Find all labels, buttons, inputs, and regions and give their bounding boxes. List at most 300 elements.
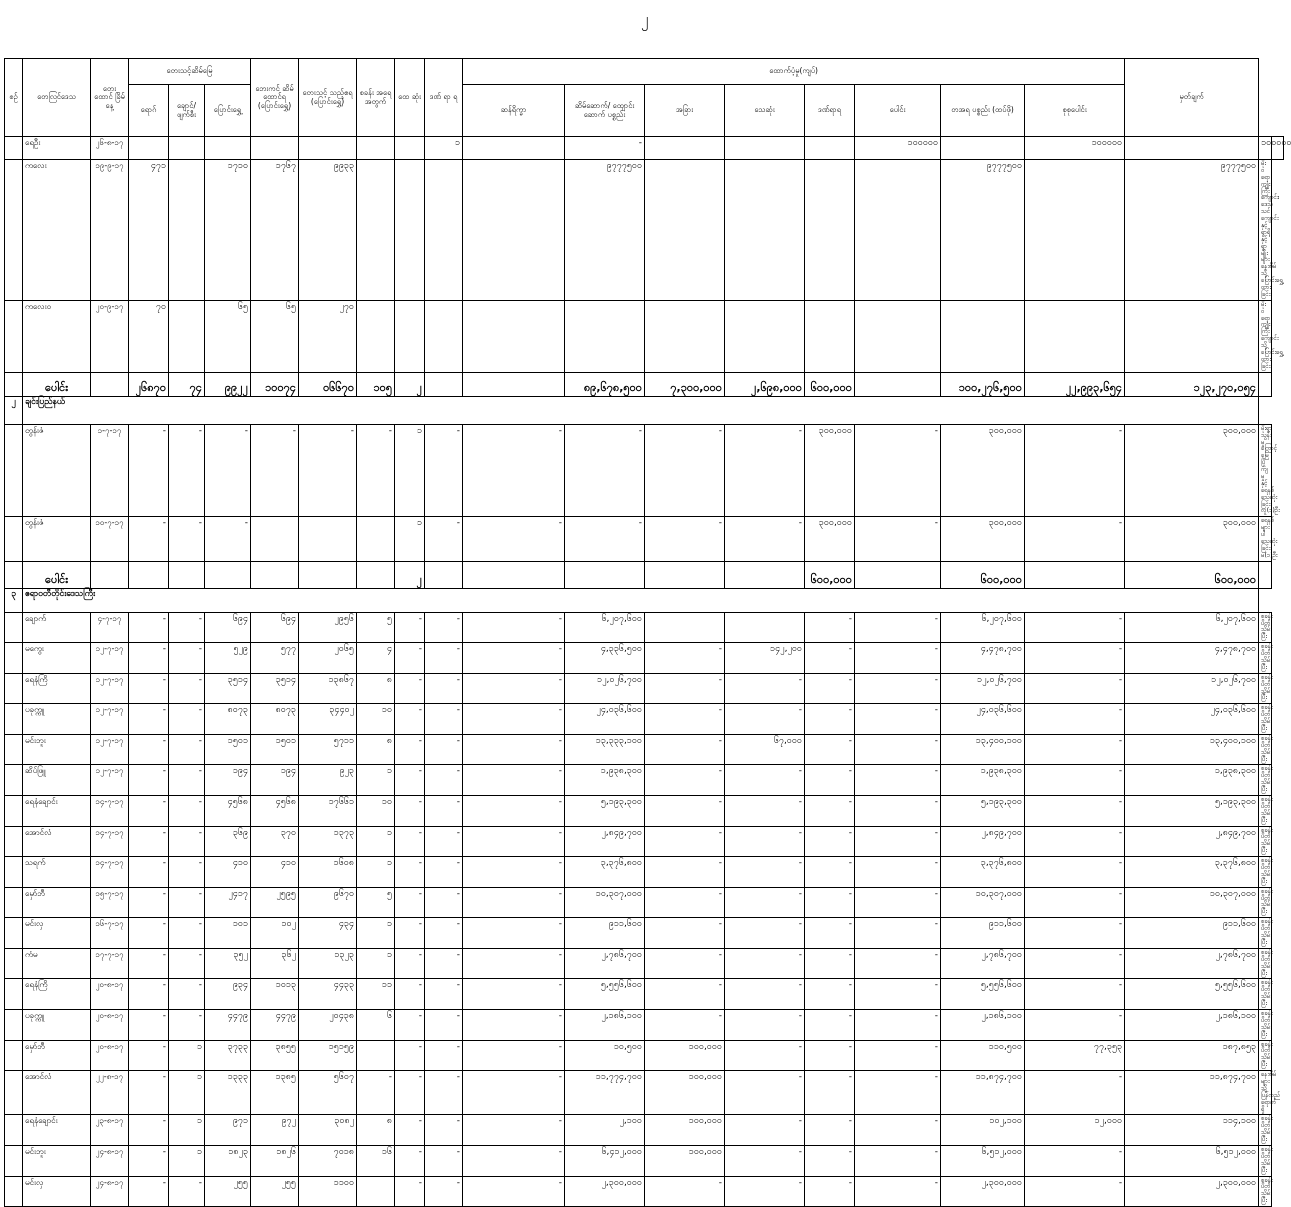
value-cell: ၆၀၀,၀၀၀ [941, 561, 1025, 588]
value-cell: - [805, 1009, 855, 1040]
serial-cell [5, 137, 23, 160]
place-cell: ရေနံကြိ [23, 673, 91, 704]
place-cell: မင်းလှ [23, 1176, 91, 1207]
header-place: တေလြင်ဒေသ [23, 59, 91, 137]
value-cell: ၁၈၇,၈၅၃ [1125, 1040, 1259, 1071]
value-cell: ၅၂၉ [205, 643, 251, 674]
value-cell: - [855, 612, 941, 643]
remark-cell [1259, 561, 1271, 588]
value-cell: - [725, 1145, 805, 1176]
value-cell: - [645, 1009, 725, 1040]
value-cell: - [805, 1040, 855, 1071]
date-cell: ၁၂-၇-၁၇ [91, 765, 129, 796]
value-cell: ၁၃၇၃ [299, 826, 357, 857]
value-cell: ၂၅၅ [205, 1176, 251, 1207]
value-cell: - [855, 796, 941, 827]
date-cell: ၄-၇-၁၇ [91, 612, 129, 643]
value-cell: ၁၁,၈၇၄,၇၀၀ [1125, 1071, 1259, 1115]
value-cell: - [395, 734, 425, 765]
serial-cell [5, 918, 23, 949]
value-cell: - [425, 1145, 463, 1176]
value-cell: - [855, 643, 941, 674]
value-cell: - [463, 887, 565, 918]
remark-cell: စခန်းပိတ်သိမ်းပြီး [1259, 673, 1271, 704]
place-cell: ရေနံချောင်း [23, 796, 91, 827]
value-cell: - [463, 979, 565, 1010]
value-cell [645, 137, 725, 160]
value-cell: ၃၀၀,၀၀၀ [1125, 424, 1259, 517]
value-cell [855, 300, 941, 372]
value-cell: - [1025, 918, 1125, 949]
value-cell: ၁၇၆၆၁ [299, 796, 357, 827]
value-cell: ၂၀၄၃၈ [299, 1009, 357, 1040]
value-cell: - [129, 1071, 169, 1115]
value-cell: - [725, 424, 805, 517]
value-cell: ၁၀၁၃ [251, 979, 299, 1010]
value-cell: - [463, 612, 565, 643]
value-cell: - [725, 517, 805, 561]
table-row [5, 765, 1284, 796]
value-cell: ၅,၁၉၃,၃၀၀ [565, 796, 645, 827]
value-cell: - [169, 918, 205, 949]
value-cell: - [805, 948, 855, 979]
value-cell: ၃၄၄၀၂ [299, 704, 357, 735]
value-cell: - [725, 857, 805, 888]
header-support-sub: အခြား [645, 85, 725, 137]
date-cell: ၁၂-၇-၁၇ [91, 643, 129, 674]
value-cell: ၆၉၄ [205, 612, 251, 643]
value-cell: - [855, 857, 941, 888]
value-cell: ၈ [357, 673, 395, 704]
value-cell: - [357, 1071, 395, 1115]
value-cell [805, 160, 855, 301]
value-cell: - [395, 918, 425, 949]
value-cell [805, 137, 855, 160]
date-cell [91, 372, 129, 396]
value-cell: - [1025, 1071, 1125, 1115]
value-cell [1025, 160, 1125, 301]
value-cell [855, 561, 941, 588]
value-cell: - [855, 517, 941, 561]
value-cell: - [805, 765, 855, 796]
value-cell: ၁၃၃၃ [205, 1071, 251, 1115]
date-cell: ၁၄-၇-၁၇ [91, 857, 129, 888]
value-cell: ၂ [395, 372, 425, 396]
value-cell: ၃၀၀,၀၀၀ [805, 424, 855, 517]
value-cell: - [425, 643, 463, 674]
value-cell: - [463, 734, 565, 765]
value-cell: - [169, 948, 205, 979]
serial-cell [5, 372, 23, 396]
value-cell: ၄ [357, 643, 395, 674]
value-cell [645, 612, 725, 643]
value-cell: - [395, 1115, 425, 1146]
value-cell: - [395, 1176, 425, 1207]
value-cell: - [395, 1071, 425, 1115]
value-cell: ၃၇၀ [251, 826, 299, 857]
value-cell: ၉၁၁,၆၀၀ [565, 918, 645, 949]
value-cell: - [129, 948, 169, 979]
value-cell: ၁၀,၃၀၇,၀၀၀ [941, 887, 1025, 918]
value-cell: ၃၅၁၄ [205, 673, 251, 704]
value-cell: ၁၀,၃၀၇,၀၀၀ [565, 887, 645, 918]
value-cell [251, 517, 299, 561]
header-serial: စဥ် [5, 59, 23, 137]
value-cell: ၅၇၁၁ [299, 734, 357, 765]
value-cell: - [395, 796, 425, 827]
value-cell: ၉၁၁,၆၀၀ [1125, 918, 1259, 949]
value-cell [463, 300, 565, 372]
value-cell: - [805, 704, 855, 735]
value-cell: ၁,၉၃၈,၃၀၀ [941, 765, 1025, 796]
value-cell [169, 300, 205, 372]
remark-cell: စခန်းပိတ်သိမ်းပြီး [1259, 704, 1271, 735]
value-cell: - [855, 1176, 941, 1207]
value-cell: - [169, 979, 205, 1010]
value-cell: ၁၁၀၀ [299, 1176, 357, 1207]
section-number: ၂ [5, 396, 23, 424]
value-cell: ၁၂,၀၂၆,၇၀၀ [941, 673, 1025, 704]
value-cell: ၇၇,၃၅၃ [1025, 1040, 1125, 1071]
value-cell: ၁၅၁၅၉ [299, 1040, 357, 1071]
value-cell: ၇၀၁၈ [299, 1145, 357, 1176]
value-cell [169, 137, 205, 160]
place-cell: ရေနံချောင်း [23, 1115, 91, 1146]
value-cell: - [855, 1115, 941, 1146]
value-cell [357, 300, 395, 372]
value-cell: ၂,၆၉၈,၀၀၀ [725, 372, 805, 396]
value-cell: - [725, 948, 805, 979]
serial-cell [5, 561, 23, 588]
value-cell: ၂,၇၈၆,၇၀၀ [1125, 948, 1259, 979]
value-cell: ၂ [395, 561, 425, 588]
value-cell: ၅ [357, 612, 395, 643]
value-cell: ၁၄၂,၂၀၀ [725, 643, 805, 674]
value-cell: - [1025, 979, 1125, 1010]
value-cell: - [805, 734, 855, 765]
value-cell: - [425, 979, 463, 1010]
value-cell: - [463, 673, 565, 704]
value-cell: ၂၄,၀၃၆,၆၀၀ [565, 704, 645, 735]
table-row [5, 160, 1284, 301]
header-support-sub: ဆိမ်ဆောက်/ ထျောင်းဆောက် ပစ္စည်း [565, 85, 645, 137]
value-cell: ၁၂,၀၂၆,၇၀၀ [565, 673, 645, 704]
value-cell: - [855, 1040, 941, 1071]
value-cell: ၉၇၂ [251, 1115, 299, 1146]
value-cell: - [1025, 673, 1125, 704]
value-cell: ၁၀,၃၀၇,၀၀၀ [1125, 887, 1259, 918]
value-cell: ၄၄၇၉ [251, 1009, 299, 1040]
header-support-group: ထောက်ပံ့မှု(ကျပ်) [463, 59, 1125, 85]
value-cell: - [645, 765, 725, 796]
value-cell [425, 372, 463, 396]
value-cell: - [205, 517, 251, 561]
value-cell: - [129, 887, 169, 918]
value-cell [299, 517, 357, 561]
value-cell: - [645, 796, 725, 827]
value-cell: - [129, 796, 169, 827]
value-cell: ၁၀ [357, 796, 395, 827]
value-cell: - [645, 673, 725, 704]
date-cell [91, 561, 129, 588]
remark-cell: စခန်းပိတ်သိမ်းပြီး [1259, 948, 1271, 979]
value-cell: - [169, 887, 205, 918]
value-cell: ၁၃,၄၀၀,၁၀၀ [941, 734, 1025, 765]
value-cell: ၁၂,၀၀၀ [1025, 1115, 1125, 1146]
remark-cell: စခန်းပိတ်သိမ်းပြီး [1259, 979, 1271, 1010]
value-cell: - [129, 1009, 169, 1040]
value-cell: ၂၅၅ [251, 1176, 299, 1207]
header-area-sub: ချောင်/ ဖျက်စီး [169, 85, 205, 137]
value-cell [169, 160, 205, 301]
value-cell: ၃၀၀,၀၀၀ [941, 517, 1025, 561]
value-cell [425, 300, 463, 372]
value-cell: ၁၉၄ [251, 765, 299, 796]
value-cell: - [1025, 796, 1125, 827]
serial-cell [5, 643, 23, 674]
value-cell: - [805, 887, 855, 918]
value-cell: ၄၅၆၈ [205, 796, 251, 827]
value-cell: ၅,၅၅၆,၆၀၀ [941, 979, 1025, 1010]
value-cell: - [1025, 517, 1125, 561]
value-cell: ၁၃,၃၃၃,၁၀၀ [565, 734, 645, 765]
value-cell: ၅၇၇ [251, 643, 299, 674]
value-cell: ၂,၈၄၉,၇၀၀ [565, 826, 645, 857]
value-cell: ၆,၂၀၇,၆၀၀ [1125, 612, 1259, 643]
value-cell: - [1025, 704, 1125, 735]
value-cell: ၂,၃၀၀,၀၀၀ [565, 1176, 645, 1207]
value-cell: ၁၀၀၀၀၀ [1025, 137, 1125, 160]
remark-cell: စခန်းပိတ်သိမ်းပြီး [1259, 734, 1271, 765]
value-cell: - [425, 857, 463, 888]
value-cell: ၁၀၀,၂၇၆,၅၀၀ [941, 372, 1025, 396]
serial-cell [5, 424, 23, 517]
table-row [5, 1176, 1284, 1207]
date-cell: ၂၀-၉-၁၇ [91, 300, 129, 372]
remark-cell: စခန်းပိတ်သိမ်းပြီး [1259, 857, 1271, 888]
value-cell [941, 137, 1025, 160]
value-cell: - [725, 704, 805, 735]
value-cell [725, 137, 805, 160]
value-cell [357, 561, 395, 588]
value-cell: ၆,၅၁၂,၀၀၀ [941, 1145, 1025, 1176]
remark-cell: ရေနစ်များပါသေဆုံးခြင်း မ(၁)ဦး [1259, 517, 1271, 561]
remark-cell: စခန်းပိတ်သိမ်းပြီး [1259, 826, 1271, 857]
date-cell: ၁၂-၇-၁၇ [91, 734, 129, 765]
value-cell [357, 137, 395, 160]
value-cell: - [169, 517, 205, 561]
table-row [5, 1040, 1284, 1071]
value-cell: ၁၀,၅၀၀ [565, 1040, 645, 1071]
value-cell: ၇,၃၀၀,၀၀၀ [645, 372, 725, 396]
value-cell: ၁၆၀၈ [299, 857, 357, 888]
remark-cell: မိုးဝရောကျုံးကြီးကျောင်း၊ ဒေသသင် ကျောင်းနှင့် ရွာရိုးနှင့် ရွာမျိုးများ နေအိမ်သို့ပြောင်းရွှေ့ထားခြင်း [1259, 160, 1271, 301]
value-cell: ၂၂,၉၉၃,၆၅၄ [1025, 372, 1125, 396]
table-body [5, 137, 1291, 1207]
value-cell: - [805, 826, 855, 857]
value-cell [1025, 300, 1125, 372]
value-cell: ၁၅၀၁ [205, 734, 251, 765]
value-cell: ၂,၃၀၀,၀၀၀ [941, 1176, 1025, 1207]
value-cell: - [645, 734, 725, 765]
value-cell: ၁၁၀,၅၀၀ [941, 1040, 1025, 1071]
table-row [5, 300, 1284, 372]
value-cell: - [645, 826, 725, 857]
value-cell: - [855, 1009, 941, 1040]
value-cell: ၉၉၂၂ [205, 372, 251, 396]
value-cell: ၆၅ [205, 300, 251, 372]
value-cell: - [1025, 643, 1125, 674]
value-cell: ၆,၅၁၂,၀၀၀ [1125, 1145, 1259, 1176]
value-cell [725, 160, 805, 301]
value-cell: ၁၃၂၃ [299, 948, 357, 979]
value-cell [299, 561, 357, 588]
value-cell: ၁၀၂,၁၀၀ [941, 1115, 1025, 1146]
value-cell [425, 561, 463, 588]
remark-cell: စခန်းပိတ်သိမ်းပြီး [1259, 796, 1271, 827]
value-cell [645, 561, 725, 588]
value-cell: - [463, 424, 565, 517]
table-row [5, 643, 1284, 674]
value-cell: ၅၆၀၇ [299, 1071, 357, 1115]
remark-cell [1259, 372, 1271, 396]
value-cell: - [463, 1115, 565, 1146]
value-cell: - [463, 1009, 565, 1040]
place-cell: ပခုက္ကူ [23, 704, 91, 735]
serial-cell [5, 1145, 23, 1176]
place-cell: ချောက် [23, 612, 91, 643]
value-cell: - [425, 424, 463, 517]
serial-cell [5, 300, 23, 372]
value-cell: ၁ [357, 948, 395, 979]
table-row [5, 1009, 1284, 1040]
value-cell: - [169, 857, 205, 888]
value-cell: - [645, 704, 725, 735]
value-cell: ၉၆၇၀ [299, 887, 357, 918]
value-cell: ၁၀၅ [357, 372, 395, 396]
value-cell: - [725, 887, 805, 918]
value-cell [645, 160, 725, 301]
value-cell: - [129, 765, 169, 796]
value-cell: - [855, 673, 941, 704]
value-cell: ၂,၁၈၆,၁၀၀ [941, 1009, 1025, 1040]
value-cell: ၁၀၀,၀၀၀ [645, 1145, 725, 1176]
date-cell: ၁၅-၇-၁၇ [91, 887, 129, 918]
value-cell: - [251, 424, 299, 517]
value-cell: - [463, 1176, 565, 1207]
value-cell: - [805, 1071, 855, 1115]
value-cell: - [1025, 612, 1125, 643]
value-cell: - [1025, 948, 1125, 979]
serial-cell [5, 1071, 23, 1115]
serial-cell [5, 796, 23, 827]
value-cell: ၁၀၁ [205, 918, 251, 949]
serial-cell [5, 1115, 23, 1146]
value-cell: ၁၀၀၇၄ [251, 372, 299, 396]
date-cell: ၁-၇-၁၇ [91, 424, 129, 517]
value-cell: - [395, 1145, 425, 1176]
table-row [5, 826, 1284, 857]
value-cell: ၁ [425, 137, 463, 160]
value-cell: - [725, 1176, 805, 1207]
value-cell [941, 300, 1025, 372]
value-cell: - [129, 517, 169, 561]
header-support-sub: စုစုပေါင်း [1025, 85, 1125, 137]
value-cell: ၂၅၉၅ [251, 887, 299, 918]
value-cell: - [425, 1040, 463, 1071]
place-cell: ဆိပ်ဖြူ [23, 765, 91, 796]
value-cell: - [463, 1040, 565, 1071]
value-cell: - [129, 673, 169, 704]
value-cell: ၆၀၀,၀၀၀ [1125, 561, 1259, 588]
value-cell: - [395, 765, 425, 796]
value-cell: - [129, 612, 169, 643]
remark-cell: မိုးရွာသွန်းမှုကြောင့် မြေပြိုကျမှုနှင့် ရေနစ် သေဆုံးခြင်း လူ(၁)ဦး [1259, 424, 1271, 517]
place-cell: ကလေးဝ [23, 300, 91, 372]
value-cell: ၂,၈၄၉,၇၀၀ [1125, 826, 1259, 857]
value-cell [169, 561, 205, 588]
value-cell: - [169, 796, 205, 827]
value-cell: ၁၀၀၀၀၀ [1259, 137, 1271, 160]
table-row [5, 137, 1284, 160]
value-cell [463, 561, 565, 588]
section-header-row [5, 396, 1284, 424]
value-cell: ၃၆၉ [205, 826, 251, 857]
value-cell: - [299, 424, 357, 517]
header-support-sub: သေဆုံး [725, 85, 805, 137]
value-cell: ၆,၂၀၇,၆၀၀ [941, 612, 1025, 643]
value-cell: ၁၇၁၀ [205, 160, 251, 301]
value-cell [395, 160, 425, 301]
value-cell: ၃,၃၇၆,၈၀၀ [941, 857, 1025, 888]
value-cell: ၃,၃၇၆,၈၀၀ [1125, 857, 1259, 888]
value-cell: ၁၀၀,၀၀၀ [645, 1071, 725, 1115]
value-cell: - [129, 1176, 169, 1207]
value-cell: ၁ [169, 1145, 205, 1176]
place-cell: အောင်လံ [23, 1071, 91, 1115]
value-cell: ၂၀၆၅ [299, 643, 357, 674]
table-row [5, 796, 1284, 827]
value-cell: - [805, 979, 855, 1010]
value-cell: - [129, 734, 169, 765]
header-support-sub: ဆန်ရိက္ခာ [463, 85, 565, 137]
value-cell: ၄,၄၇၈,၇၀၀ [1125, 643, 1259, 674]
remark-cell: မိုးဝရောကျုံးကြီးကျောင်းသို့ ပြောင်းရွှေ့ထားခြင်း [1259, 300, 1271, 372]
value-cell [395, 300, 425, 372]
date-cell: ၁၂-၇-၁၇ [91, 704, 129, 735]
value-cell [463, 137, 565, 160]
value-cell: ၆၅ [251, 300, 299, 372]
remark-cell: စခန်းပိတ်သိမ်းပြီး [1259, 643, 1271, 674]
value-cell [463, 372, 565, 396]
value-cell: - [425, 1176, 463, 1207]
value-cell: ၃၀၀,၀၀၀ [941, 424, 1025, 517]
value-cell: ၁ [357, 918, 395, 949]
value-cell: ၁ [169, 1115, 205, 1146]
value-cell: - [725, 765, 805, 796]
value-cell: - [645, 857, 725, 888]
value-cell [1125, 137, 1259, 160]
value-cell: ၃၇၃၃ [205, 1040, 251, 1071]
value-cell: - [395, 673, 425, 704]
table-row [5, 979, 1284, 1010]
serial-cell [5, 673, 23, 704]
value-cell: - [805, 673, 855, 704]
value-cell: - [645, 424, 725, 517]
header-area-group: တေးသင့်ဆိမ်မြေ [129, 59, 251, 85]
value-cell: ၁၀၀,၀၀၀ [645, 1115, 725, 1146]
place-cell: တွန်းဇံ [23, 424, 91, 517]
